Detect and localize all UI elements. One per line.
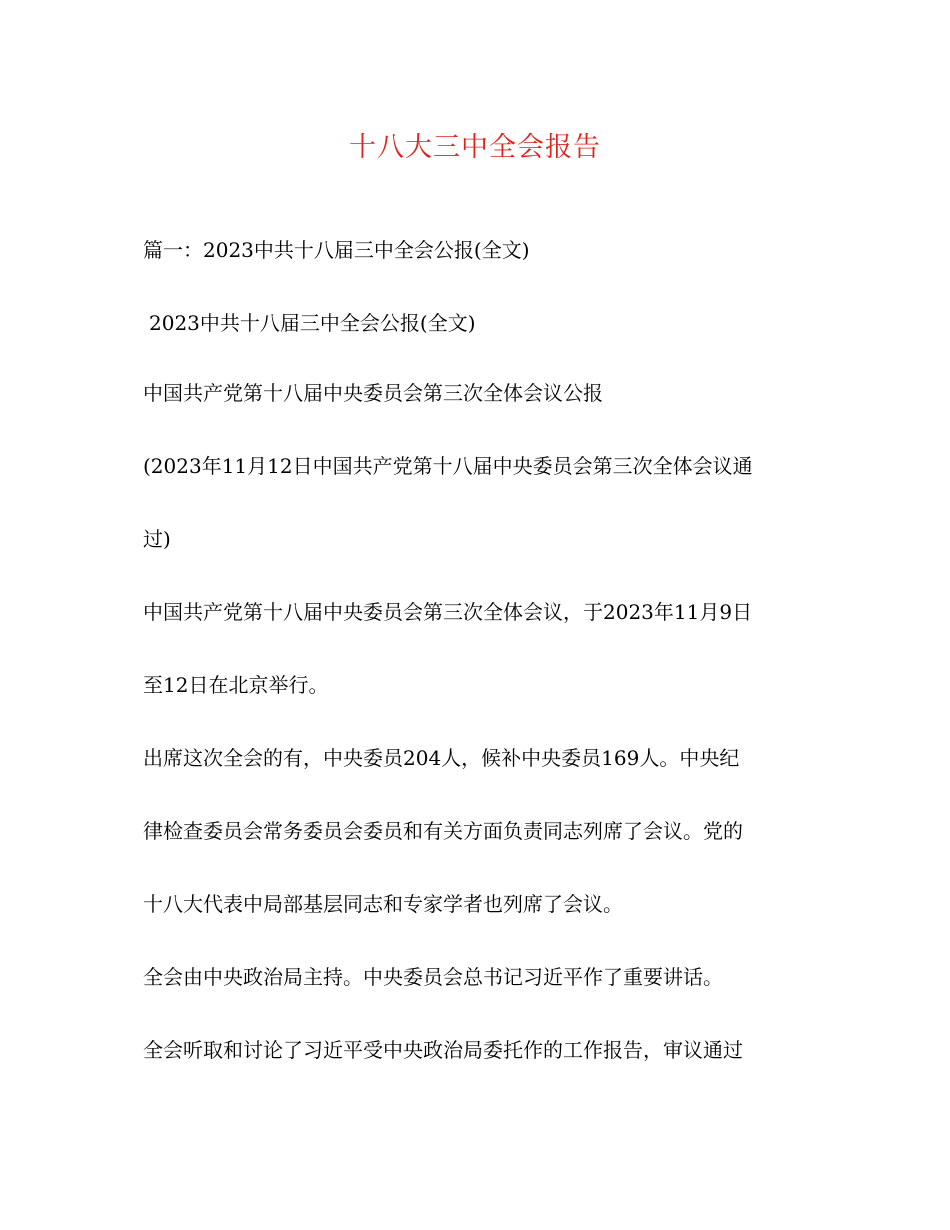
paragraph-line: 十八大代表中局部基层同志和专家学者也列席了会议。	[143, 892, 623, 916]
paragraph-line: 全会由中央政治局主持。中央委员会总书记习近平作了重要讲话。	[143, 965, 723, 989]
section-heading: 篇一：2023中共十八届三中全会公报(全文)	[143, 238, 530, 262]
paragraph-line: 中国共产党第十八届中央委员会第三次全体会议公报	[143, 381, 603, 405]
paragraph-line: 全会听取和讨论了习近平受中央政治局委托作的工作报告，审议通过	[143, 1038, 743, 1062]
paragraph-line: 至12日在北京举行。	[143, 673, 329, 697]
subtitle-line: 2023中共十八届三中全会公报(全文)	[149, 311, 476, 335]
paragraph-line: 出席这次全会的有，中央委员204人，候补中央委员169人。中央纪	[143, 746, 740, 770]
paragraph-line: (2023年11月12日中国共产党第十八届中央委员会第三次全体会议通	[143, 454, 753, 478]
paragraph-line: 中国共产党第十八届中央委员会第三次全体会议，于2023年11月9日	[143, 600, 753, 624]
paragraph-line: 过)	[143, 527, 171, 551]
paragraph-line: 律检查委员会常务委员会委员和有关方面负责同志列席了会议。党的	[143, 819, 743, 843]
document-title: 十八大三中全会报告	[349, 132, 601, 163]
